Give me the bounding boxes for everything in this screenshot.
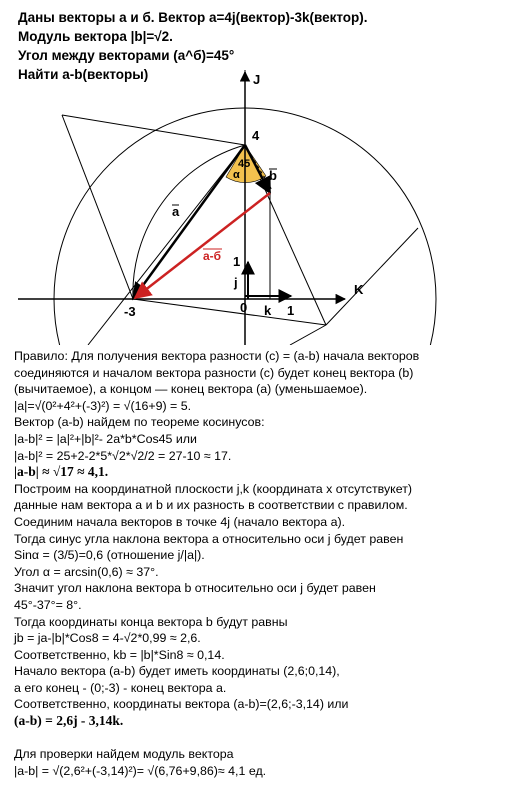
vector-diagram: [0, 0, 512, 345]
text-line: Для проверки найдем модуль вектора: [14, 747, 234, 762]
problem-line-given: Даны векторы а и б. Вектор а=4j(вектор)-3k(вектор).: [18, 10, 368, 25]
text-line: Построим на координатной плоскости j,k (координата х отсутствукет): [14, 481, 413, 496]
text-line: соединяются и началом вектора разности (c) будет конец вектора (b): [14, 365, 414, 380]
text-line: jb = ja-|b|*Cos8 = 4-√2*0,99 ≈ 2,6.: [14, 631, 201, 646]
text-line: |a-b|² = |a|²+|b|²- 2a*b*Cos45 или: [14, 431, 197, 446]
text-line: Правило: Для получения вектора разности (c) = (a-b) начала векторов: [14, 349, 420, 363]
text-line: Тогда синус угла наклона вектора a относительно оси j будет равен: [14, 531, 404, 546]
text-line: Вектор (a-b) найдем по теореме косинусов:: [14, 415, 265, 430]
problem-line-angle: Угол между векторами (а^б)=45°: [18, 48, 235, 63]
solution-text: [14, 348, 508, 779]
text-line: а его конец - (0;-3) - конец вектора а.: [14, 680, 227, 695]
tick-j1-label: 1: [233, 254, 241, 269]
angle-45-label: 45: [238, 158, 251, 170]
vector-a-label: a: [172, 204, 180, 219]
construction-line: [88, 145, 248, 345]
vector-diff-label: a-б: [203, 249, 222, 263]
tick-k1-label: 1: [287, 303, 295, 318]
text-line: Sinα = (3/5)=0,6 (отношение j/|a|).: [14, 548, 205, 563]
text-line: Соответственно, координаты вектора (a-b)=(2,6;-3,14) или: [14, 697, 349, 712]
text-line: Угол α = arcsin(0,6) ≈ 37°.: [14, 564, 159, 579]
construction-line: [326, 228, 418, 325]
unit-k-label: k: [264, 303, 272, 318]
text-line: данные нам вектора a и b и их разность в соответствии с правилом.: [14, 498, 408, 513]
problem-line-find: Найти а-b(векторы): [18, 67, 149, 82]
construction-line: [62, 115, 245, 145]
construction-line: [290, 325, 326, 345]
text-line: Соответственно, kb = |b|*Sin8 ≈ 0,14.: [14, 647, 225, 662]
construction-line: [62, 115, 133, 299]
text-line: Начало вектора (a-b) будет иметь координаты (2,6;0,14),: [14, 664, 340, 679]
vector-a-minus-b: [135, 193, 270, 298]
angle-alpha-label: α: [233, 169, 240, 181]
vector-b-label: b: [269, 168, 277, 183]
text-line: Соединим начала векторов в точке 4j (начало вектора а).: [14, 514, 346, 529]
spacer: [14, 730, 508, 747]
text-line: (вычитаемое), а концом — конец вектора (a) (уменьшаемое).: [14, 382, 368, 397]
problem-line-modulus: Модуль вектора |b|=√2.: [18, 29, 173, 44]
text-line: Значит угол наклона вектора b относительно оси j будет равен: [14, 581, 376, 596]
text-line: Тогда координаты конца вектора b будут равны: [14, 614, 288, 629]
axis-j-label: J: [253, 72, 261, 87]
construction-line: [133, 299, 326, 325]
text-line: |a-b| = √(2,6²+(-3,14)²)= √(6,76+9,86)≈ 4,1 ед.: [14, 763, 267, 778]
result-modulus: |a-b| ≈ √17 ≈ 4,1.: [14, 464, 109, 480]
origin-label: 0: [240, 300, 248, 315]
point-4-label: 4: [252, 128, 260, 143]
text-line: 45°-37°= 8°.: [14, 597, 82, 612]
result-vector: (a-b) = 2,6j - 3,14k.: [14, 713, 124, 729]
text-line: |a-b|² = 25+2-2*5*√2*√2/2 = 27-10 ≈ 17.: [14, 448, 232, 463]
text-line: |a|=√(0²+4²+(-3)²) = √(16+9) = 5.: [14, 398, 192, 413]
axis-k-label: K: [354, 282, 364, 297]
point-minus3-label: -3: [124, 304, 136, 319]
unit-j-label: j: [234, 275, 238, 290]
